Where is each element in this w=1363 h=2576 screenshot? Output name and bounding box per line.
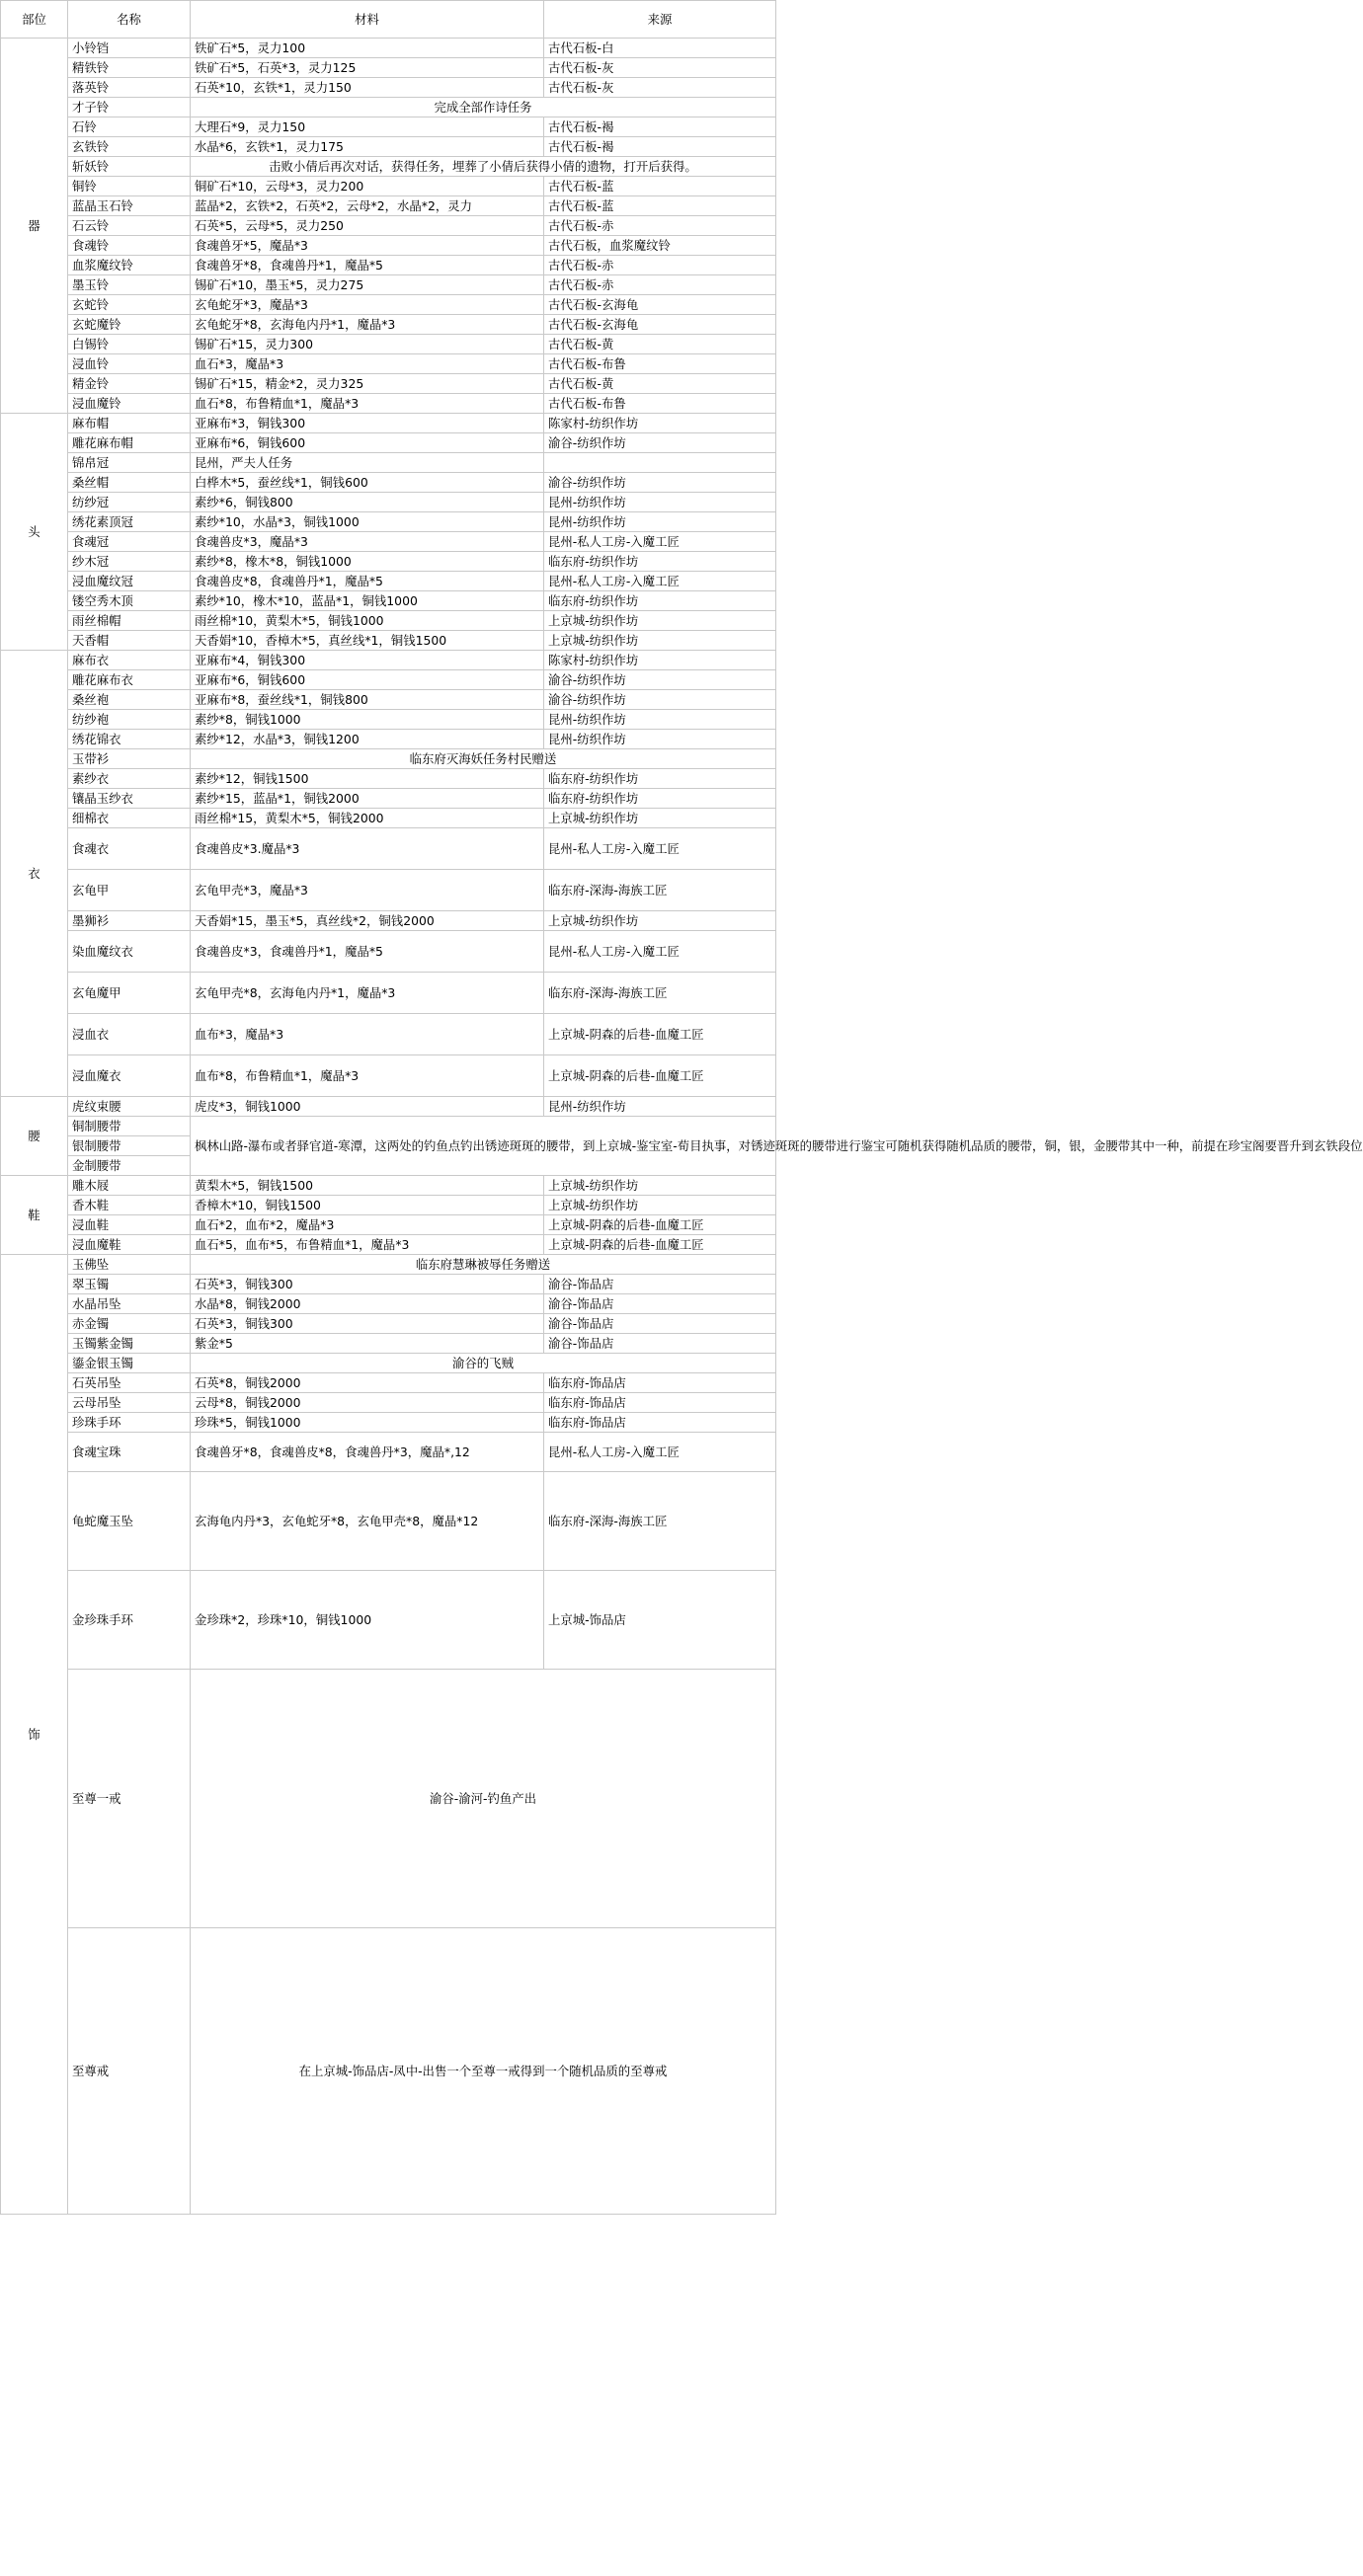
table-row — [1, 453, 776, 473]
item-materials: 亚麻布*6，铜钱600 — [191, 433, 544, 453]
item-source: 临东府-深海-海族工匠 — [544, 870, 776, 911]
item-source: 古代石板-灰 — [544, 78, 776, 98]
table-row — [1, 1176, 776, 1196]
item-materials: 亚麻布*6，铜钱600 — [191, 670, 544, 690]
item-source: 古代石板-褐 — [544, 117, 776, 137]
item-source: 陈家村-纺织作坊 — [544, 651, 776, 670]
item-source: 渝谷-饰品店 — [544, 1334, 776, 1354]
item-materials: 大理石*9，灵力150 — [191, 117, 544, 137]
item-name: 精金铃 — [68, 374, 191, 394]
item-name: 绣花锦衣 — [68, 730, 191, 749]
item-materials: 水晶*6，玄铁*1，灵力175 — [191, 137, 544, 157]
item-source: 昆州-纺织作坊 — [544, 1097, 776, 1117]
table-row — [1, 1314, 776, 1334]
item-materials: 素纱*8，铜钱1000 — [191, 710, 544, 730]
item-source: 古代石板-蓝 — [544, 196, 776, 216]
item-name: 桑丝袍 — [68, 690, 191, 710]
item-materials: 石英*3，铜钱300 — [191, 1314, 544, 1334]
table-row — [1, 749, 776, 769]
item-name: 铜制腰带 — [68, 1117, 191, 1136]
item-name: 珍珠手环 — [68, 1413, 191, 1433]
item-source: 昆州-纺织作坊 — [544, 730, 776, 749]
item-name: 食魂衣 — [68, 828, 191, 870]
item-source: 昆州-私人工房-入魔工匠 — [544, 532, 776, 552]
item-materials: 亚麻布*4，铜钱300 — [191, 651, 544, 670]
item-name: 玄龟魔甲 — [68, 973, 191, 1014]
item-source: 古代石板，血浆魔纹铃 — [544, 236, 776, 256]
table-row — [1, 572, 776, 591]
item-source: 古代石板-赤 — [544, 275, 776, 295]
item-name: 食魂宝珠 — [68, 1433, 191, 1472]
item-materials: 食魂兽皮*3.魔晶*3 — [191, 828, 544, 870]
table-row — [1, 98, 776, 117]
header-name: 名称 — [68, 1, 191, 39]
table-row — [1, 236, 776, 256]
item-name: 斩妖铃 — [68, 157, 191, 177]
table-row — [1, 730, 776, 749]
item-name: 玄蛇魔铃 — [68, 315, 191, 335]
item-materials: 云母*8，铜钱2000 — [191, 1393, 544, 1413]
table-row — [1, 809, 776, 828]
table-row — [1, 394, 776, 414]
item-materials: 食魂兽牙*8，食魂兽皮*8，食魂兽丹*3，魔晶*,12 — [191, 1433, 544, 1472]
table-row — [1, 1354, 776, 1373]
item-name: 金制腰带 — [68, 1156, 191, 1176]
item-name: 细棉衣 — [68, 809, 191, 828]
item-source: 渝谷-纺织作坊 — [544, 690, 776, 710]
item-materials: 蓝晶*2，玄铁*2，石英*2，云母*2，水晶*2，灵力 — [191, 196, 544, 216]
table-row — [1, 1294, 776, 1314]
item-materials: 金珍珠*2，珍珠*10，铜钱1000 — [191, 1571, 544, 1670]
item-name: 镂空秀木顶 — [68, 591, 191, 611]
table-row — [1, 1571, 776, 1670]
item-materials: 铁矿石*5，石英*3，灵力125 — [191, 58, 544, 78]
table-row — [1, 789, 776, 809]
table-row — [1, 1097, 776, 1117]
table-row — [1, 78, 776, 98]
item-name: 龟蛇魔玉坠 — [68, 1472, 191, 1571]
header-row — [1, 1, 776, 39]
table-row — [1, 611, 776, 631]
item-source: 临东府-纺织作坊 — [544, 591, 776, 611]
item-name: 小铃铛 — [68, 39, 191, 58]
item-name: 浸血魔衣 — [68, 1055, 191, 1097]
item-source: 临东府-饰品店 — [544, 1413, 776, 1433]
table-row — [1, 512, 776, 532]
item-materials: 素纱*12，铜钱1500 — [191, 769, 544, 789]
table-row — [1, 828, 776, 870]
item-source: 上京城-阴森的后巷-血魔工匠 — [544, 1014, 776, 1055]
item-name: 赤金镯 — [68, 1314, 191, 1334]
item-name: 浸血铃 — [68, 354, 191, 374]
item-name: 香木鞋 — [68, 1196, 191, 1215]
item-name: 浸血衣 — [68, 1014, 191, 1055]
item-source: 上京城-纺织作坊 — [544, 809, 776, 828]
item-materials: 昆州，严夫人任务 — [191, 453, 544, 473]
item-materials: 玄龟蛇牙*3，魔晶*3 — [191, 295, 544, 315]
item-materials: 食魂兽牙*8，食魂兽丹*1，魔晶*5 — [191, 256, 544, 275]
item-name: 雨丝棉帽 — [68, 611, 191, 631]
item-note: 临东府灭海妖任务村民赠送 — [191, 749, 776, 769]
item-materials: 亚麻布*3，铜钱300 — [191, 414, 544, 433]
item-source: 古代石板-玄海龟 — [544, 315, 776, 335]
item-name: 玄蛇铃 — [68, 295, 191, 315]
item-name: 金珍珠手环 — [68, 1571, 191, 1670]
item-source: 上京城-阴森的后巷-血魔工匠 — [544, 1235, 776, 1255]
table-row — [1, 1393, 776, 1413]
table-row — [1, 1255, 776, 1275]
item-name: 至尊一戒 — [68, 1670, 191, 1928]
item-source: 昆州-私人工房-入魔工匠 — [544, 828, 776, 870]
item-name: 天香帽 — [68, 631, 191, 651]
table-row — [1, 769, 776, 789]
table-row — [1, 1215, 776, 1235]
header-source: 来源 — [544, 1, 776, 39]
item-name: 绣花素顶冠 — [68, 512, 191, 532]
item-name: 锦帛冠 — [68, 453, 191, 473]
item-name: 蓝晶玉石铃 — [68, 196, 191, 216]
table-row — [1, 414, 776, 433]
item-materials: 石英*8，铜钱2000 — [191, 1373, 544, 1393]
item-name: 麻布衣 — [68, 651, 191, 670]
table-row — [1, 973, 776, 1014]
table-row — [1, 532, 776, 552]
table-row — [1, 295, 776, 315]
table-row — [1, 216, 776, 236]
item-name: 水晶吊坠 — [68, 1294, 191, 1314]
item-source: 古代石板-布鲁 — [544, 394, 776, 414]
item-materials: 血石*5，血布*5，布鲁精血*1，魔晶*3 — [191, 1235, 544, 1255]
item-source: 古代石板-赤 — [544, 256, 776, 275]
table-row — [1, 58, 776, 78]
item-name: 石云铃 — [68, 216, 191, 236]
table-row — [1, 651, 776, 670]
item-source: 临东府-深海-海族工匠 — [544, 973, 776, 1014]
item-materials: 食魂兽皮*3，魔晶*3 — [191, 532, 544, 552]
header-materials: 材料 — [191, 1, 544, 39]
item-materials: 血石*3，魔晶*3 — [191, 354, 544, 374]
table-row — [1, 1235, 776, 1255]
table-row — [1, 1117, 776, 1136]
item-materials: 锡矿石*10，墨玉*5，灵力275 — [191, 275, 544, 295]
header-slot: 部位 — [1, 1, 68, 39]
item-source: 临东府-纺织作坊 — [544, 552, 776, 572]
table-row — [1, 117, 776, 137]
item-source: 昆州-私人工房-入魔工匠 — [544, 572, 776, 591]
item-materials: 石英*3，铜钱300 — [191, 1275, 544, 1294]
item-name: 纱木冠 — [68, 552, 191, 572]
item-name: 食魂冠 — [68, 532, 191, 552]
table-row — [1, 670, 776, 690]
item-name: 浸血鞋 — [68, 1215, 191, 1235]
table-row — [1, 552, 776, 572]
category-weapon: 器 — [1, 39, 68, 414]
item-name: 墨狮衫 — [68, 911, 191, 931]
item-name: 玉镯紫金镯 — [68, 1334, 191, 1354]
item-name: 浸血魔鞋 — [68, 1235, 191, 1255]
table-row — [1, 493, 776, 512]
item-source: 临东府-饰品店 — [544, 1373, 776, 1393]
item-materials: 紫金*5 — [191, 1334, 544, 1354]
item-name: 精铁铃 — [68, 58, 191, 78]
item-name: 桑丝帽 — [68, 473, 191, 493]
item-source: 昆州-纺织作坊 — [544, 512, 776, 532]
item-materials: 珍珠*5，铜钱1000 — [191, 1413, 544, 1433]
item-name: 纺纱袍 — [68, 710, 191, 730]
item-source: 昆州-纺织作坊 — [544, 710, 776, 730]
item-materials: 血石*2，血布*2，魔晶*3 — [191, 1215, 544, 1235]
item-materials: 素纱*6，铜钱800 — [191, 493, 544, 512]
item-note: 完成全部作诗任务 — [191, 98, 776, 117]
item-name: 玉佛坠 — [68, 1255, 191, 1275]
table-row — [1, 931, 776, 973]
item-source: 古代石板-蓝 — [544, 177, 776, 196]
item-name: 雕木屐 — [68, 1176, 191, 1196]
table-row — [1, 1433, 776, 1472]
item-name: 石英吊坠 — [68, 1373, 191, 1393]
item-source: 古代石板-黄 — [544, 374, 776, 394]
item-note: 渝谷的飞贼 — [191, 1354, 776, 1373]
item-source: 昆州-私人工房-入魔工匠 — [544, 1433, 776, 1472]
table-row — [1, 1472, 776, 1571]
item-name: 浸血魔铃 — [68, 394, 191, 414]
table-row — [1, 631, 776, 651]
item-materials: 虎皮*3，铜钱1000 — [191, 1097, 544, 1117]
table-row — [1, 1275, 776, 1294]
item-materials: 素纱*10，橡木*10，蓝晶*1，铜钱1000 — [191, 591, 544, 611]
item-source — [544, 453, 776, 473]
item-source: 古代石板-灰 — [544, 58, 776, 78]
item-materials: 天香娟*10，香樟木*5，真丝线*1，铜钱1500 — [191, 631, 544, 651]
item-materials: 亚麻布*8，蚕丝线*1，铜钱800 — [191, 690, 544, 710]
item-name: 食魂铃 — [68, 236, 191, 256]
item-materials: 天香娟*15，墨玉*5，真丝线*2，铜钱2000 — [191, 911, 544, 931]
table-row — [1, 591, 776, 611]
item-materials: 石英*5，云母*5，灵力250 — [191, 216, 544, 236]
item-source: 渝谷-纺织作坊 — [544, 433, 776, 453]
item-source: 古代石板-白 — [544, 39, 776, 58]
item-name: 翠玉镯 — [68, 1275, 191, 1294]
item-name: 至尊戒 — [68, 1928, 191, 2215]
item-name: 墨玉铃 — [68, 275, 191, 295]
item-materials: 黄梨木*5，铜钱1500 — [191, 1176, 544, 1196]
waist-note: 枫林山路-瀑布或者驿官道-寒潭，这两处的钓鱼点钓出锈迹斑斑的腰带，到上京城-鉴宝室-荀目执事，对锈迹斑斑的腰带进行鉴宝可随机获得随机品质的腰带，铜，银，金腰带其中一种，前提在珍宝阁要晋升到玄铁段位 — [191, 1117, 776, 1176]
table-row — [1, 275, 776, 295]
item-note: 渝谷-渝河-钓鱼产出 — [191, 1670, 776, 1928]
item-source: 上京城-纺织作坊 — [544, 911, 776, 931]
item-materials: 玄龟蛇牙*8，玄海龟内丹*1，魔晶*3 — [191, 315, 544, 335]
table-row — [1, 1928, 776, 2215]
item-source: 渝谷-饰品店 — [544, 1294, 776, 1314]
item-materials: 雨丝棉*10，黄梨木*5，铜钱1000 — [191, 611, 544, 631]
item-name: 玄铁铃 — [68, 137, 191, 157]
item-name: 虎纹束腰 — [68, 1097, 191, 1117]
item-source: 古代石板-褐 — [544, 137, 776, 157]
item-materials: 素纱*15，蓝晶*1，铜钱2000 — [191, 789, 544, 809]
table-row — [1, 335, 776, 354]
item-name: 石铃 — [68, 117, 191, 137]
item-source: 古代石板-布鲁 — [544, 354, 776, 374]
item-name: 雕花麻布帽 — [68, 433, 191, 453]
item-source: 上京城-阴森的后巷-血魔工匠 — [544, 1215, 776, 1235]
table-body — [1, 39, 1363, 2215]
table-row — [1, 710, 776, 730]
category-waist: 腰 — [1, 1097, 68, 1176]
table-row — [1, 374, 776, 394]
table-row — [1, 1373, 776, 1393]
item-source: 渝谷-纺织作坊 — [544, 670, 776, 690]
item-source: 渝谷-饰品店 — [544, 1275, 776, 1294]
table-row — [1, 870, 776, 911]
item-materials: 香樟木*10，铜钱1500 — [191, 1196, 544, 1215]
item-source: 上京城-饰品店 — [544, 1571, 776, 1670]
item-materials: 玄海龟内丹*3，玄龟蛇牙*8，玄龟甲壳*8，魔晶*12 — [191, 1472, 544, 1571]
item-source: 上京城-纺织作坊 — [544, 1196, 776, 1215]
item-materials: 食魂兽皮*8，食魂兽丹*1，魔晶*5 — [191, 572, 544, 591]
item-source: 古代石板-黄 — [544, 335, 776, 354]
item-materials: 白桦木*5，蚕丝线*1，铜钱600 — [191, 473, 544, 493]
item-source: 昆州-私人工房-入魔工匠 — [544, 931, 776, 973]
item-name: 雕花麻布衣 — [68, 670, 191, 690]
item-materials: 食魂兽牙*5，魔晶*3 — [191, 236, 544, 256]
table-row — [1, 354, 776, 374]
item-materials: 铁矿石*5，灵力100 — [191, 39, 544, 58]
item-materials: 血布*3，魔晶*3 — [191, 1014, 544, 1055]
table-row — [1, 39, 776, 58]
item-source: 渝谷-纺织作坊 — [544, 473, 776, 493]
table-row — [1, 196, 776, 216]
table-row — [1, 911, 776, 931]
item-name: 铜铃 — [68, 177, 191, 196]
table-row — [1, 177, 776, 196]
item-materials: 铜矿石*10，云母*3，灵力200 — [191, 177, 544, 196]
table-row — [1, 473, 776, 493]
item-name: 血浆魔纹铃 — [68, 256, 191, 275]
item-name: 纺纱冠 — [68, 493, 191, 512]
item-materials: 锡矿石*15，灵力300 — [191, 335, 544, 354]
item-name: 白锡铃 — [68, 335, 191, 354]
item-materials: 锡矿石*15，精金*2，灵力325 — [191, 374, 544, 394]
item-materials: 玄龟甲壳*3，魔晶*3 — [191, 870, 544, 911]
item-name: 才子铃 — [68, 98, 191, 117]
item-materials: 素纱*8，橡木*8，铜钱1000 — [191, 552, 544, 572]
item-name: 玉带衫 — [68, 749, 191, 769]
item-materials: 素纱*10，水晶*3，铜钱1000 — [191, 512, 544, 532]
item-name: 麻布帽 — [68, 414, 191, 433]
table-row — [1, 1413, 776, 1433]
item-name: 玄龟甲 — [68, 870, 191, 911]
item-materials: 石英*10，玄铁*1，灵力150 — [191, 78, 544, 98]
table-row — [1, 1670, 776, 1928]
table-row — [1, 1196, 776, 1215]
table-row — [1, 1055, 776, 1097]
table-row — [1, 137, 776, 157]
item-source: 上京城-纺织作坊 — [544, 631, 776, 651]
item-materials: 雨丝棉*15，黄梨木*5，铜钱2000 — [191, 809, 544, 828]
item-materials: 血布*8，布鲁精血*1，魔晶*3 — [191, 1055, 544, 1097]
table-row — [1, 157, 776, 177]
item-name: 浸血魔纹冠 — [68, 572, 191, 591]
item-note: 在上京城-饰品店-凤中-出售一个至尊一戒得到一个随机品质的至尊戒 — [191, 1928, 776, 2215]
item-materials: 玄龟甲壳*8，玄海龟内丹*1，魔晶*3 — [191, 973, 544, 1014]
item-name: 银制腰带 — [68, 1136, 191, 1156]
item-note: 临东府慧琳被辱任务赠送 — [191, 1255, 776, 1275]
item-source: 临东府-纺织作坊 — [544, 789, 776, 809]
table-row — [1, 433, 776, 453]
item-source: 上京城-阴森的后巷-血魔工匠 — [544, 1055, 776, 1097]
table-row — [1, 1334, 776, 1354]
table-row — [1, 315, 776, 335]
item-source: 上京城-纺织作坊 — [544, 1176, 776, 1196]
table-row — [1, 690, 776, 710]
item-source: 古代石板-赤 — [544, 216, 776, 236]
item-materials: 血石*8，布鲁精血*1，魔晶*3 — [191, 394, 544, 414]
item-note: 击败小倩后再次对话，获得任务，埋葬了小倩后获得小倩的遗物，打开后获得。 — [191, 157, 776, 177]
item-source: 临东府-纺织作坊 — [544, 769, 776, 789]
table-row — [1, 1014, 776, 1055]
item-source: 临东府-饰品店 — [544, 1393, 776, 1413]
item-name: 染血魔纹衣 — [68, 931, 191, 973]
item-source: 古代石板-玄海龟 — [544, 295, 776, 315]
item-source: 渝谷-饰品店 — [544, 1314, 776, 1334]
item-materials: 食魂兽皮*3，食魂兽丹*1，魔晶*5 — [191, 931, 544, 973]
item-source: 上京城-纺织作坊 — [544, 611, 776, 631]
item-source: 陈家村-纺织作坊 — [544, 414, 776, 433]
item-name: 云母吊坠 — [68, 1393, 191, 1413]
item-name: 落英铃 — [68, 78, 191, 98]
item-source: 昆州-纺织作坊 — [544, 493, 776, 512]
category-body: 衣 — [1, 651, 68, 1097]
item-source: 临东府-深海-海族工匠 — [544, 1472, 776, 1571]
item-name: 鎏金银玉镯 — [68, 1354, 191, 1373]
table-row — [1, 256, 776, 275]
item-materials: 素纱*12，水晶*3，铜钱1200 — [191, 730, 544, 749]
item-materials: 水晶*8，铜钱2000 — [191, 1294, 544, 1314]
category-head: 头 — [1, 414, 68, 651]
item-name: 镶晶玉纱衣 — [68, 789, 191, 809]
category-accessory: 饰 — [1, 1255, 68, 2215]
category-shoes: 鞋 — [1, 1176, 68, 1255]
item-name: 素纱衣 — [68, 769, 191, 789]
